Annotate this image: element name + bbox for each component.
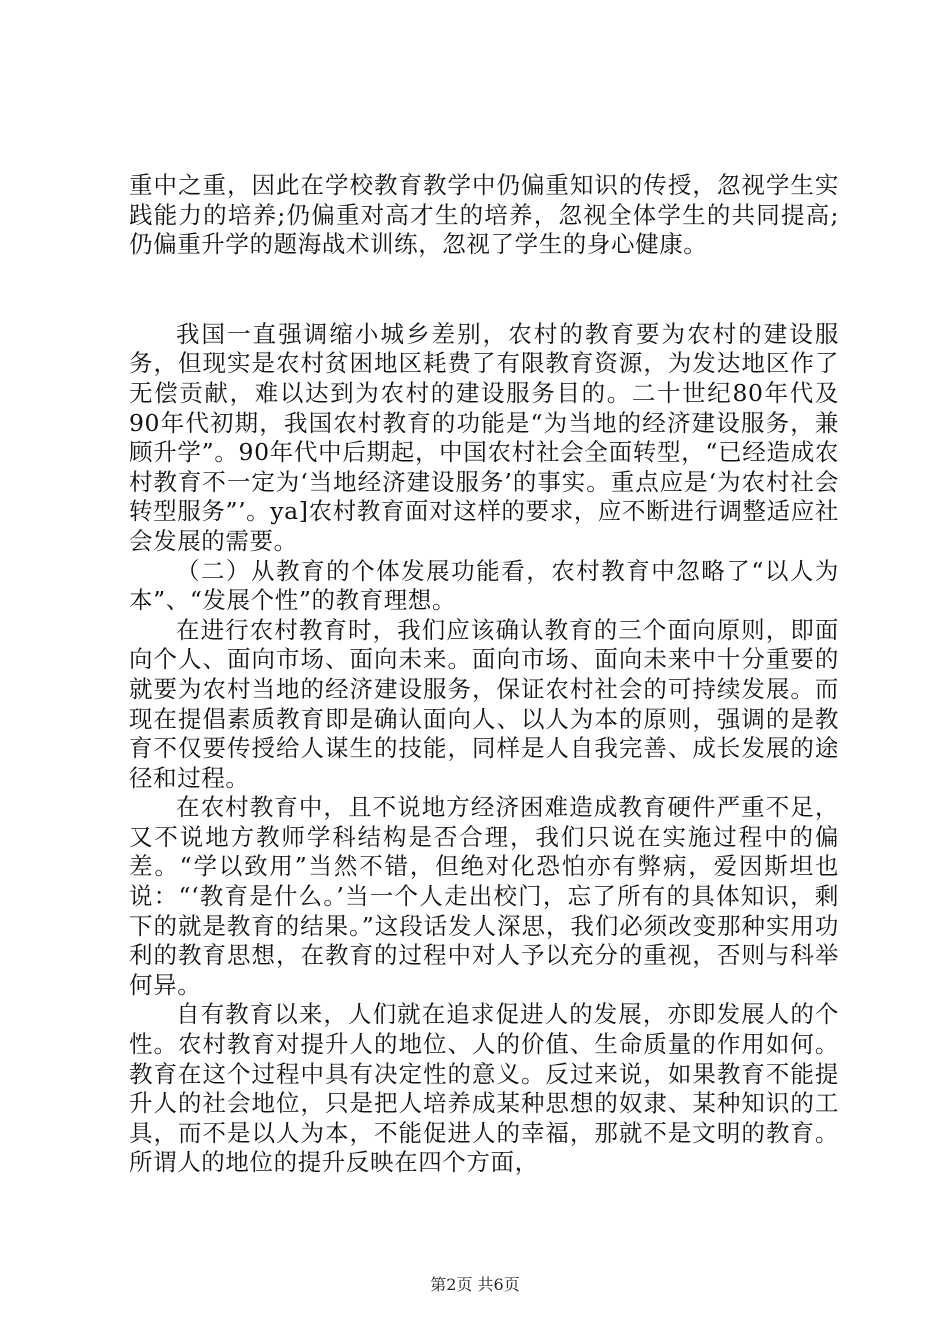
- section-heading: （二）从教育的个体发展功能看，农村教育中忽略了“以人为本”、“发展个性”的教育理想。: [129, 556, 839, 615]
- document-body: [129, 171, 839, 1178]
- paragraph: 自有教育以来，人们就在追求促进人的发展，亦即发展人的个性。农村教育对提升人的地位、人的价值、生命质量的作用如何。教育在这个过程中具有决定性的意义。反过来说，如果教育不能提升人的社会地位，只是把人培养成某种思想的奴隶、某种知识的工具，而不是以人为本，不能促进人的幸福，那就不是文明的教育。所谓人的地位的提升反映在四个方面，: [129, 1000, 839, 1177]
- paragraph: 在进行农村教育时，我们应该确认教育的三个面向原则，即面向个人、面向市场、面向未来。面向市场、面向未来中十分重要的就要为农村当地的经济建设服务，保证农村社会的可持续发展。而现在提倡素质教育即是确认面向人、以人为本的原则，强调的是教育不仅要传授给人谋生的技能，同样是人自我完善、成长发展的途径和过程。: [129, 615, 839, 792]
- page-number-footer: 第2页 共6页: [430, 1275, 520, 1294]
- paragraph: 重中之重，因此在学校教育教学中仍偏重知识的传授，忽视学生实践能力的培养;仍偏重对高才生的培养，忽视全体学生的共同提高;仍偏重升学的题海战术训练，忽视了学生的身心健康。: [129, 171, 839, 259]
- paragraph: 在农村教育中，且不说地方经济困难造成教育硬件严重不足，又不说地方教师学科结构是否合理，我们只说在实施过程中的偏差。“学以致用”当然不错，但绝对化恐怕亦有弊病，爱因斯坦也说：“‘教育是什么。’当一个人走出校门，忘了所有的具体知识，剩下的就是教育的结果。”这段话发人深思，我们必须改变那种实用功利的教育思想，在教育的过程中对人予以充分的重视，否则与科举何异。: [129, 793, 839, 999]
- paragraph: 我国一直强调缩小城乡差别，农村的教育要为农村的建设服务，但现实是农村贫困地区耗费了有限教育资源，为发达地区作了无偿贡献，难以达到为农村的建设服务目的。二十世纪80年代及90年代初期，我国农村教育的功能是“为当地的经济建设服务，兼顾升学”。90年代中后期起，中国农村社会全面转型，“已经造成农村教育不一定为‘当地经济建设服务’的事实。重点应是‘为农村社会转型服务”’。ya]农村教育面对这样的要求，应不断进行调整适应社会发展的需要。: [129, 319, 839, 555]
- paragraph-spacer: [129, 260, 839, 320]
